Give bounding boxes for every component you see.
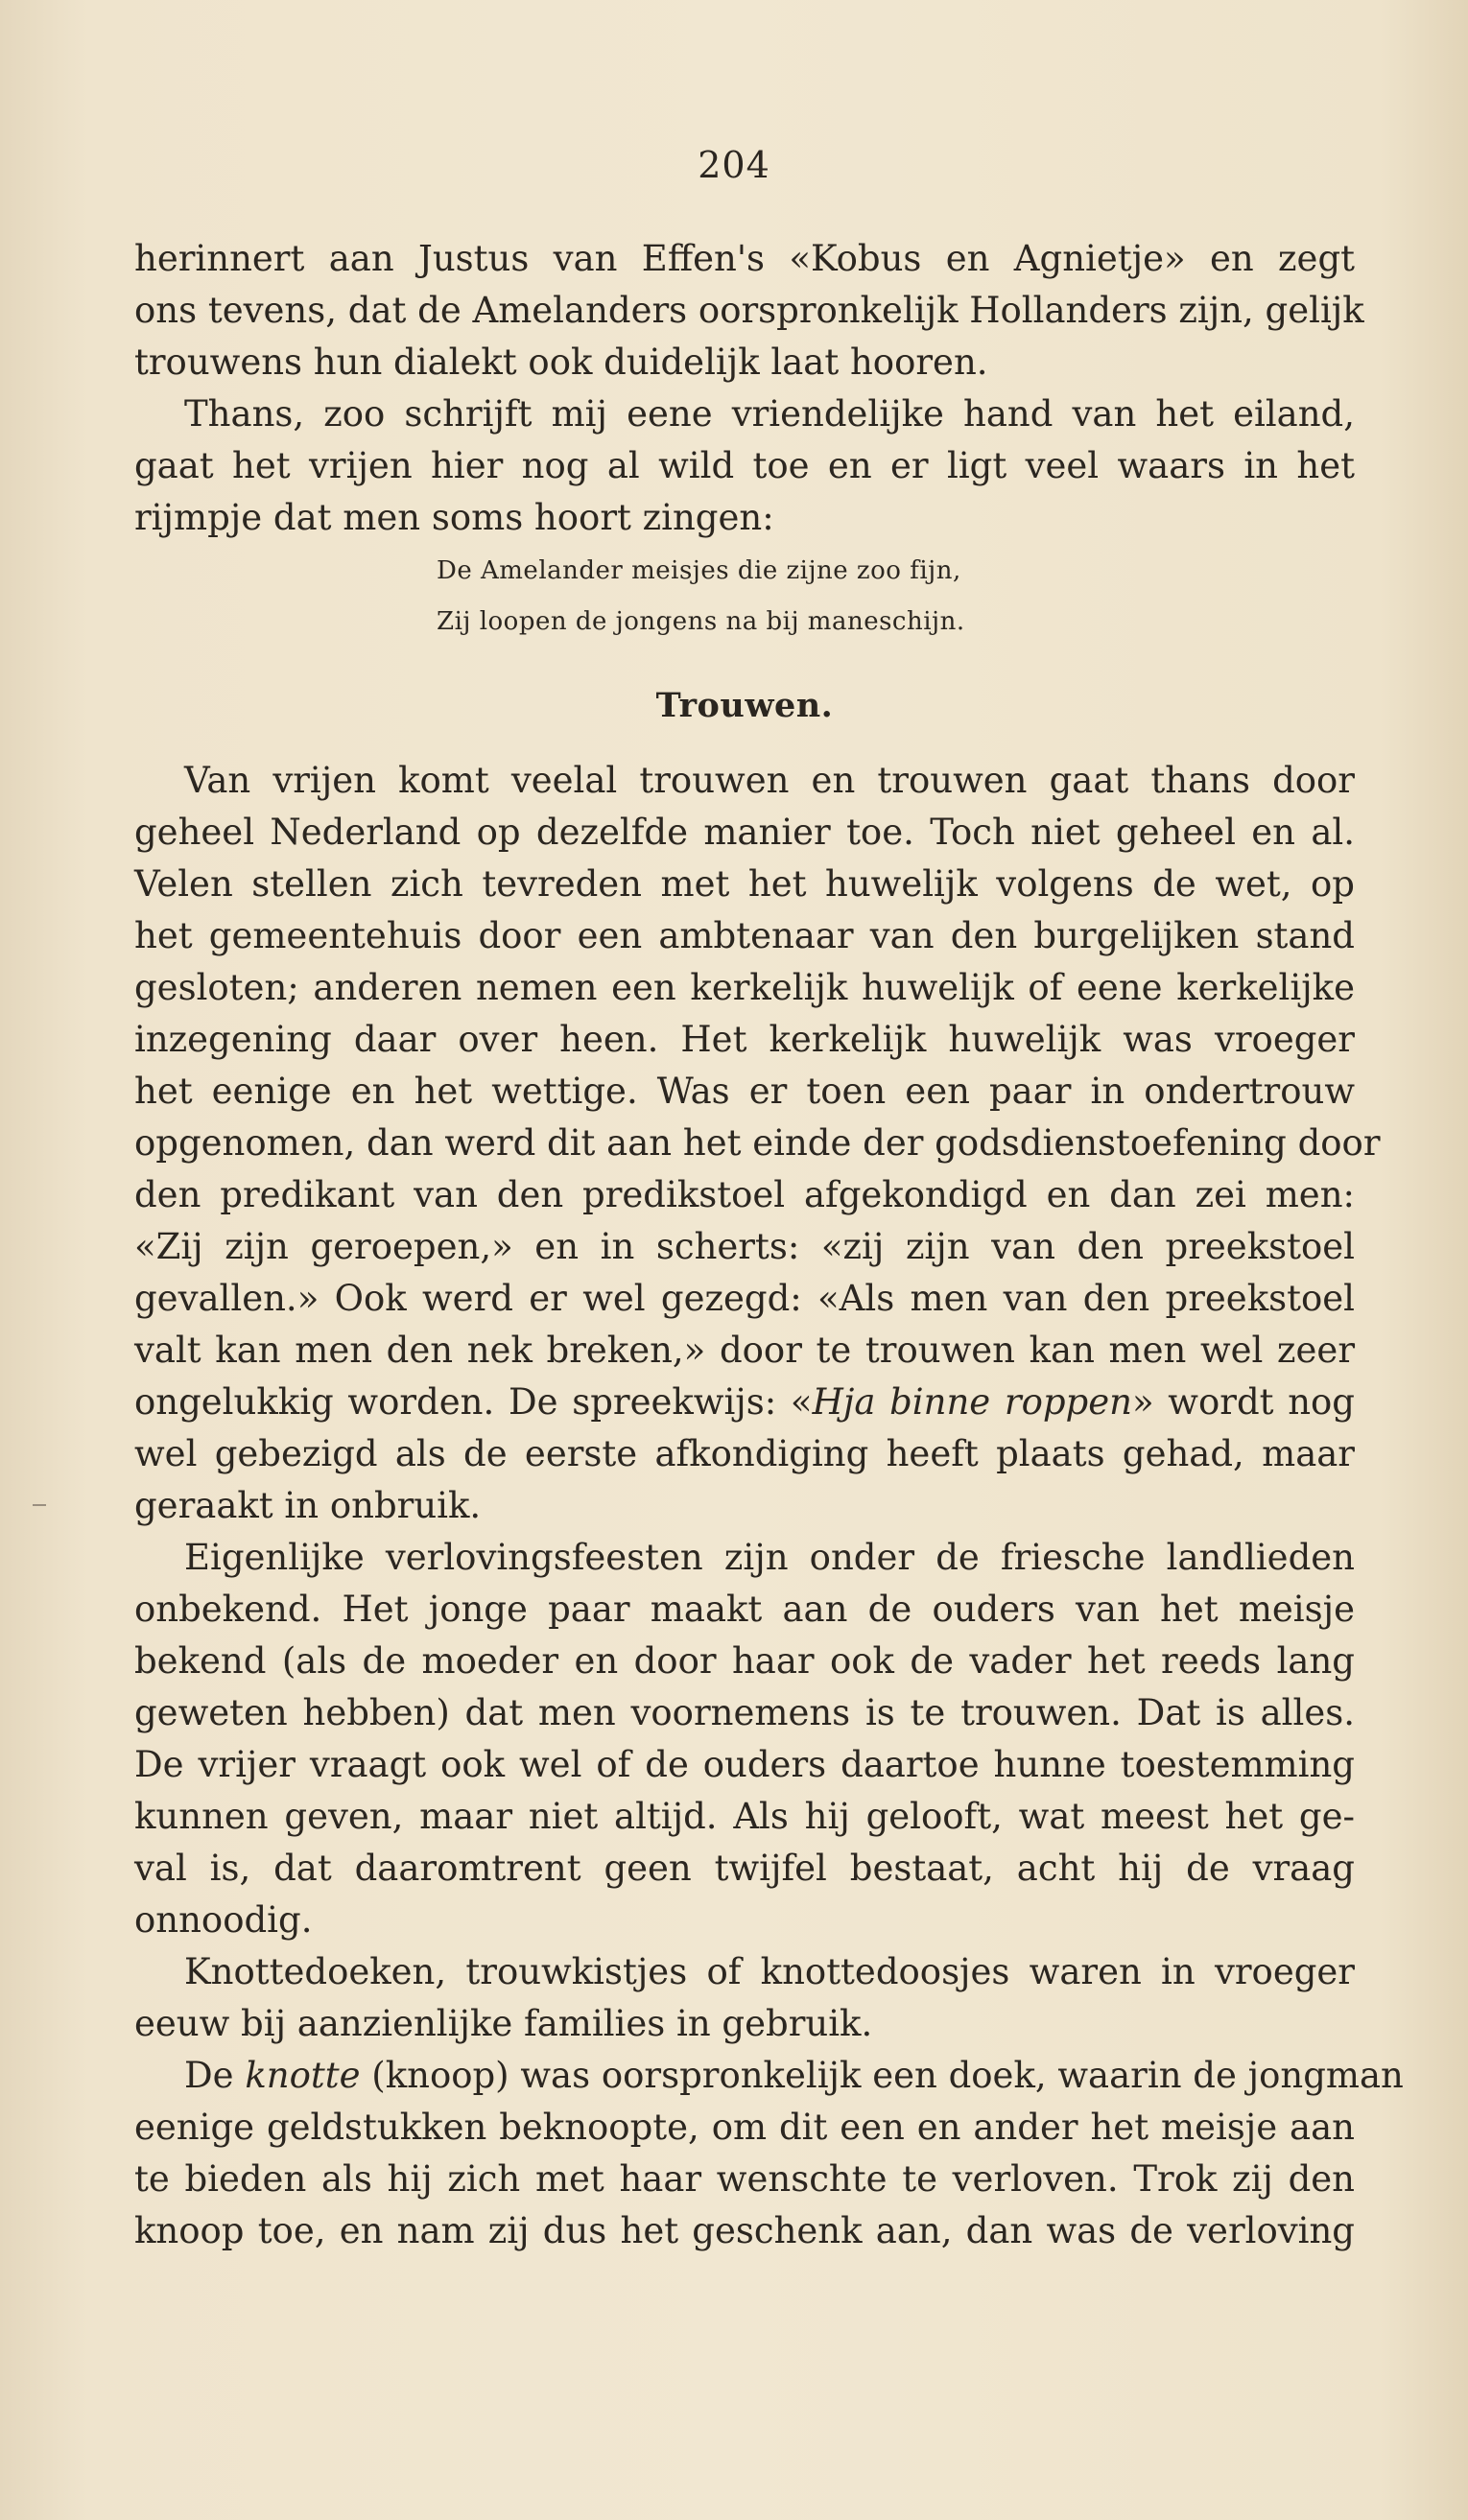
text-line-with-italic <box>134 2050 1404 2102</box>
text-line: den predikant van den predikstoel afgekondigd en dan zei men: <box>134 1174 1355 1215</box>
text-line: geweten hebben) dat men voornemens is te trouwen. Dat is alles. <box>134 1692 1355 1733</box>
text-line: kunnen geven, maar niet altijd. Als hij gelooft, wat meest het ge- <box>134 1796 1355 1837</box>
text-line: onnoodig. <box>134 1899 313 1941</box>
text-line: Velen stellen zich tevreden met het huwelijk volgens de wet, op <box>134 863 1355 905</box>
text-run: ongelukkig worden. De spreekwijs: « <box>134 1381 813 1423</box>
text-line: het eenige en het wettige. Was er toen een paar in ondertrouw <box>134 1071 1355 1112</box>
text-line: Eigenlijke verlovingsfeesten zijn onder de friesche landlieden <box>184 1537 1355 1578</box>
text-line: onbekend. Het jonge paar maakt aan de ouders van het meisje <box>134 1589 1355 1630</box>
text-line: eeuw bij aanzienlijke families in gebruik. <box>134 2003 873 2044</box>
paragraph <box>134 1946 1355 2050</box>
poem-quote <box>134 546 1355 648</box>
text-line: het gemeentehuis door een ambtenaar van den burgelijken stand <box>134 915 1355 956</box>
text-line: valt kan men den nek breken,» door te trouwen kan men wel zeer <box>134 1330 1355 1371</box>
page-number: 204 <box>698 144 770 186</box>
text-line: ons tevens, dat de Amelanders oorspronkelijk Hollanders zijn, gelijk <box>134 290 1364 331</box>
text-line: val is, dat daaromtrent geen twijfel bestaat, acht hij de vraag <box>134 1848 1355 1889</box>
italic-word: knotte <box>245 2055 361 2096</box>
text-line: gesloten; anderen nemen een kerkelijk huwelijk of eene kerkelijke <box>134 967 1355 1008</box>
paragraph <box>134 2050 1404 2257</box>
text-line: eenige geldstukken beknoopte, om dit een en ander het meisje aan <box>134 2107 1355 2148</box>
text-line: «Zij zijn geroepen,» en in scherts: «zij zijn van den preekstoel <box>134 1226 1355 1267</box>
text-line: wel gebezigd als de eerste afkondiging heeft plaats gehad, maar <box>134 1433 1355 1474</box>
text-line: te bieden als hij zich met haar wenschte te verloven. Trok zij den <box>134 2158 1355 2200</box>
margin-mark <box>33 1504 46 1506</box>
italic-phrase: Hja binne roppen <box>812 1381 1132 1423</box>
paragraph <box>134 755 1381 1532</box>
text-line: trouwens hun dialekt ook duidelijk laat hooren. <box>134 341 988 383</box>
paragraph <box>134 1532 1355 1946</box>
text-line: Knottedoeken, trouwkistjes of knottedoosjes waren in vroeger <box>184 1951 1355 1992</box>
text-line-with-italic <box>134 1377 1355 1428</box>
poem-line: De Amelander meisjes die zijne zoo fijn, <box>437 556 961 585</box>
text-line: geraakt in onbruik. <box>134 1485 482 1526</box>
text-line: gaat het vrijen hier nog al wild toe en er ligt veel waars in het <box>134 445 1355 486</box>
text-line: De vrijer vraagt ook wel of de ouders daartoe hunne toestemming <box>134 1744 1355 1785</box>
text-line: rijmpje dat men soms hoort zingen: <box>134 497 774 538</box>
text-line: geheel Nederland op dezelfde manier toe. Toch niet geheel en al. <box>134 812 1355 853</box>
text-line: inzegening daar over heen. Het kerkelijk huwelijk was vroeger <box>134 1019 1355 1060</box>
text-line: gevallen.» Ook werd er wel gezegd: «Als men van den preekstoel <box>134 1278 1355 1319</box>
text-run: (knoop) was oorspronkelijk een doek, waarin de jongman <box>360 2055 1404 2096</box>
text-run: » wordt nog <box>1131 1381 1355 1423</box>
text-line: Van vrijen komt veelal trouwen en trouwen gaat thans door <box>184 760 1355 801</box>
paragraph <box>134 389 1355 544</box>
poem-line: Zij loopen de jongens na bij maneschijn. <box>437 607 965 636</box>
text-run: De <box>184 2055 246 2096</box>
text-line: knoop toe, en nam zij dus het geschenk aan, dan was de verloving <box>134 2210 1355 2251</box>
text-line: opgenomen, dan werd dit aan het einde der godsdienstoefening door <box>134 1122 1381 1164</box>
body-text <box>134 233 1404 2257</box>
section-heading: Trouwen. <box>655 686 834 725</box>
text-line: Thans, zoo schrijft mij eene vriendelijke hand van het eiland, <box>184 393 1355 435</box>
text-line: bekend (als de moeder en door haar ook de vader het reeds lang <box>134 1640 1355 1682</box>
paragraph <box>134 233 1364 389</box>
text-line: herinnert aan Justus van Effen's «Kobus en Agnietje» en zegt <box>134 238 1355 279</box>
